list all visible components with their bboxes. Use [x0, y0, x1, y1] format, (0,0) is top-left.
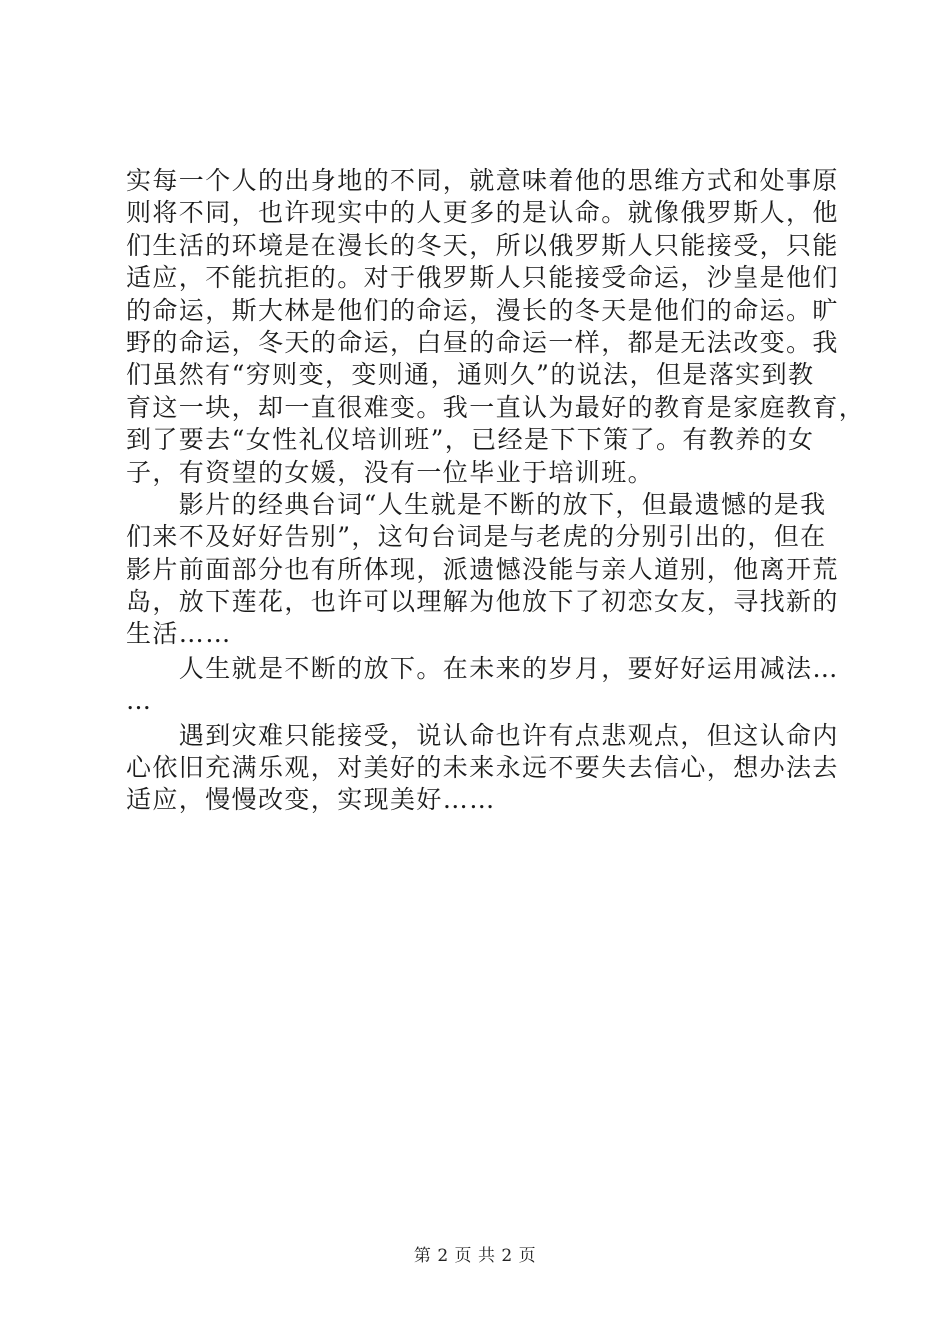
text-line: 适应，不能抗拒的。对于俄罗斯人只能接受命运，沙皇是他们: [126, 263, 839, 293]
text-line: 人生就是不断的放下。在未来的岁月，要好好运用减法…: [126, 653, 839, 683]
text-line: 野的命运，冬天的命运，白昼的命运一样，都是无法改变。我: [126, 327, 839, 357]
text-line: 生活……: [126, 619, 232, 649]
text-line: 子，有资望的女媛，没有一位毕业于培训班。: [126, 457, 655, 487]
text-line: 则将不同，也许现实中的人更多的是认命。就像俄罗斯人，他: [126, 198, 839, 228]
text-line: 到了要去“女性礼仪培训班”，已经是下下策了。有教养的女: [126, 425, 815, 455]
text-line: 心依旧充满乐观，对美好的未来永远不要失去信心，想办法去: [126, 753, 839, 783]
text-line: 影片的经典台词“人生就是不断的放下，但最遗憾的是我: [126, 489, 827, 519]
page-footer: [0, 1241, 950, 1266]
text-line: 影片前面部分也有所体现，派遗憾没能与亲人道别，他离开荒: [126, 554, 839, 584]
text-line: 适应，慢慢改变，实现美好……: [126, 785, 496, 815]
text-line: …: [126, 686, 153, 716]
text-line: 育这一块，却一直很难变。我一直认为最好的教育是家庭教育，: [126, 392, 866, 422]
text-line: 实每一个人的出身地的不同，就意味着他的思维方式和处事原: [126, 166, 839, 195]
text-line: 的命运，斯大林是他们的命运，漫长的冬天是他们的命运。旷: [126, 295, 839, 325]
text-line: 遇到灾难只能接受，说认命也许有点悲观点，但这认命内: [126, 720, 839, 750]
text-line: 们来不及好好告别”，这句台词是与老虎的分别引出的，但在: [126, 522, 827, 552]
text-line: 们生活的环境是在漫长的冬天，所以俄罗斯人只能接受，只能: [126, 230, 839, 260]
text-line: 们虽然有“穷则变，变则通，通则久”的说法，但是落实到教: [126, 360, 815, 390]
text-line: 岛，放下莲花，也许可以理解为他放下了初恋女友，寻找新的: [126, 587, 839, 617]
body-text: [126, 165, 866, 817]
page-number-label: 第 2 页 共 2 页: [413, 1246, 537, 1266]
